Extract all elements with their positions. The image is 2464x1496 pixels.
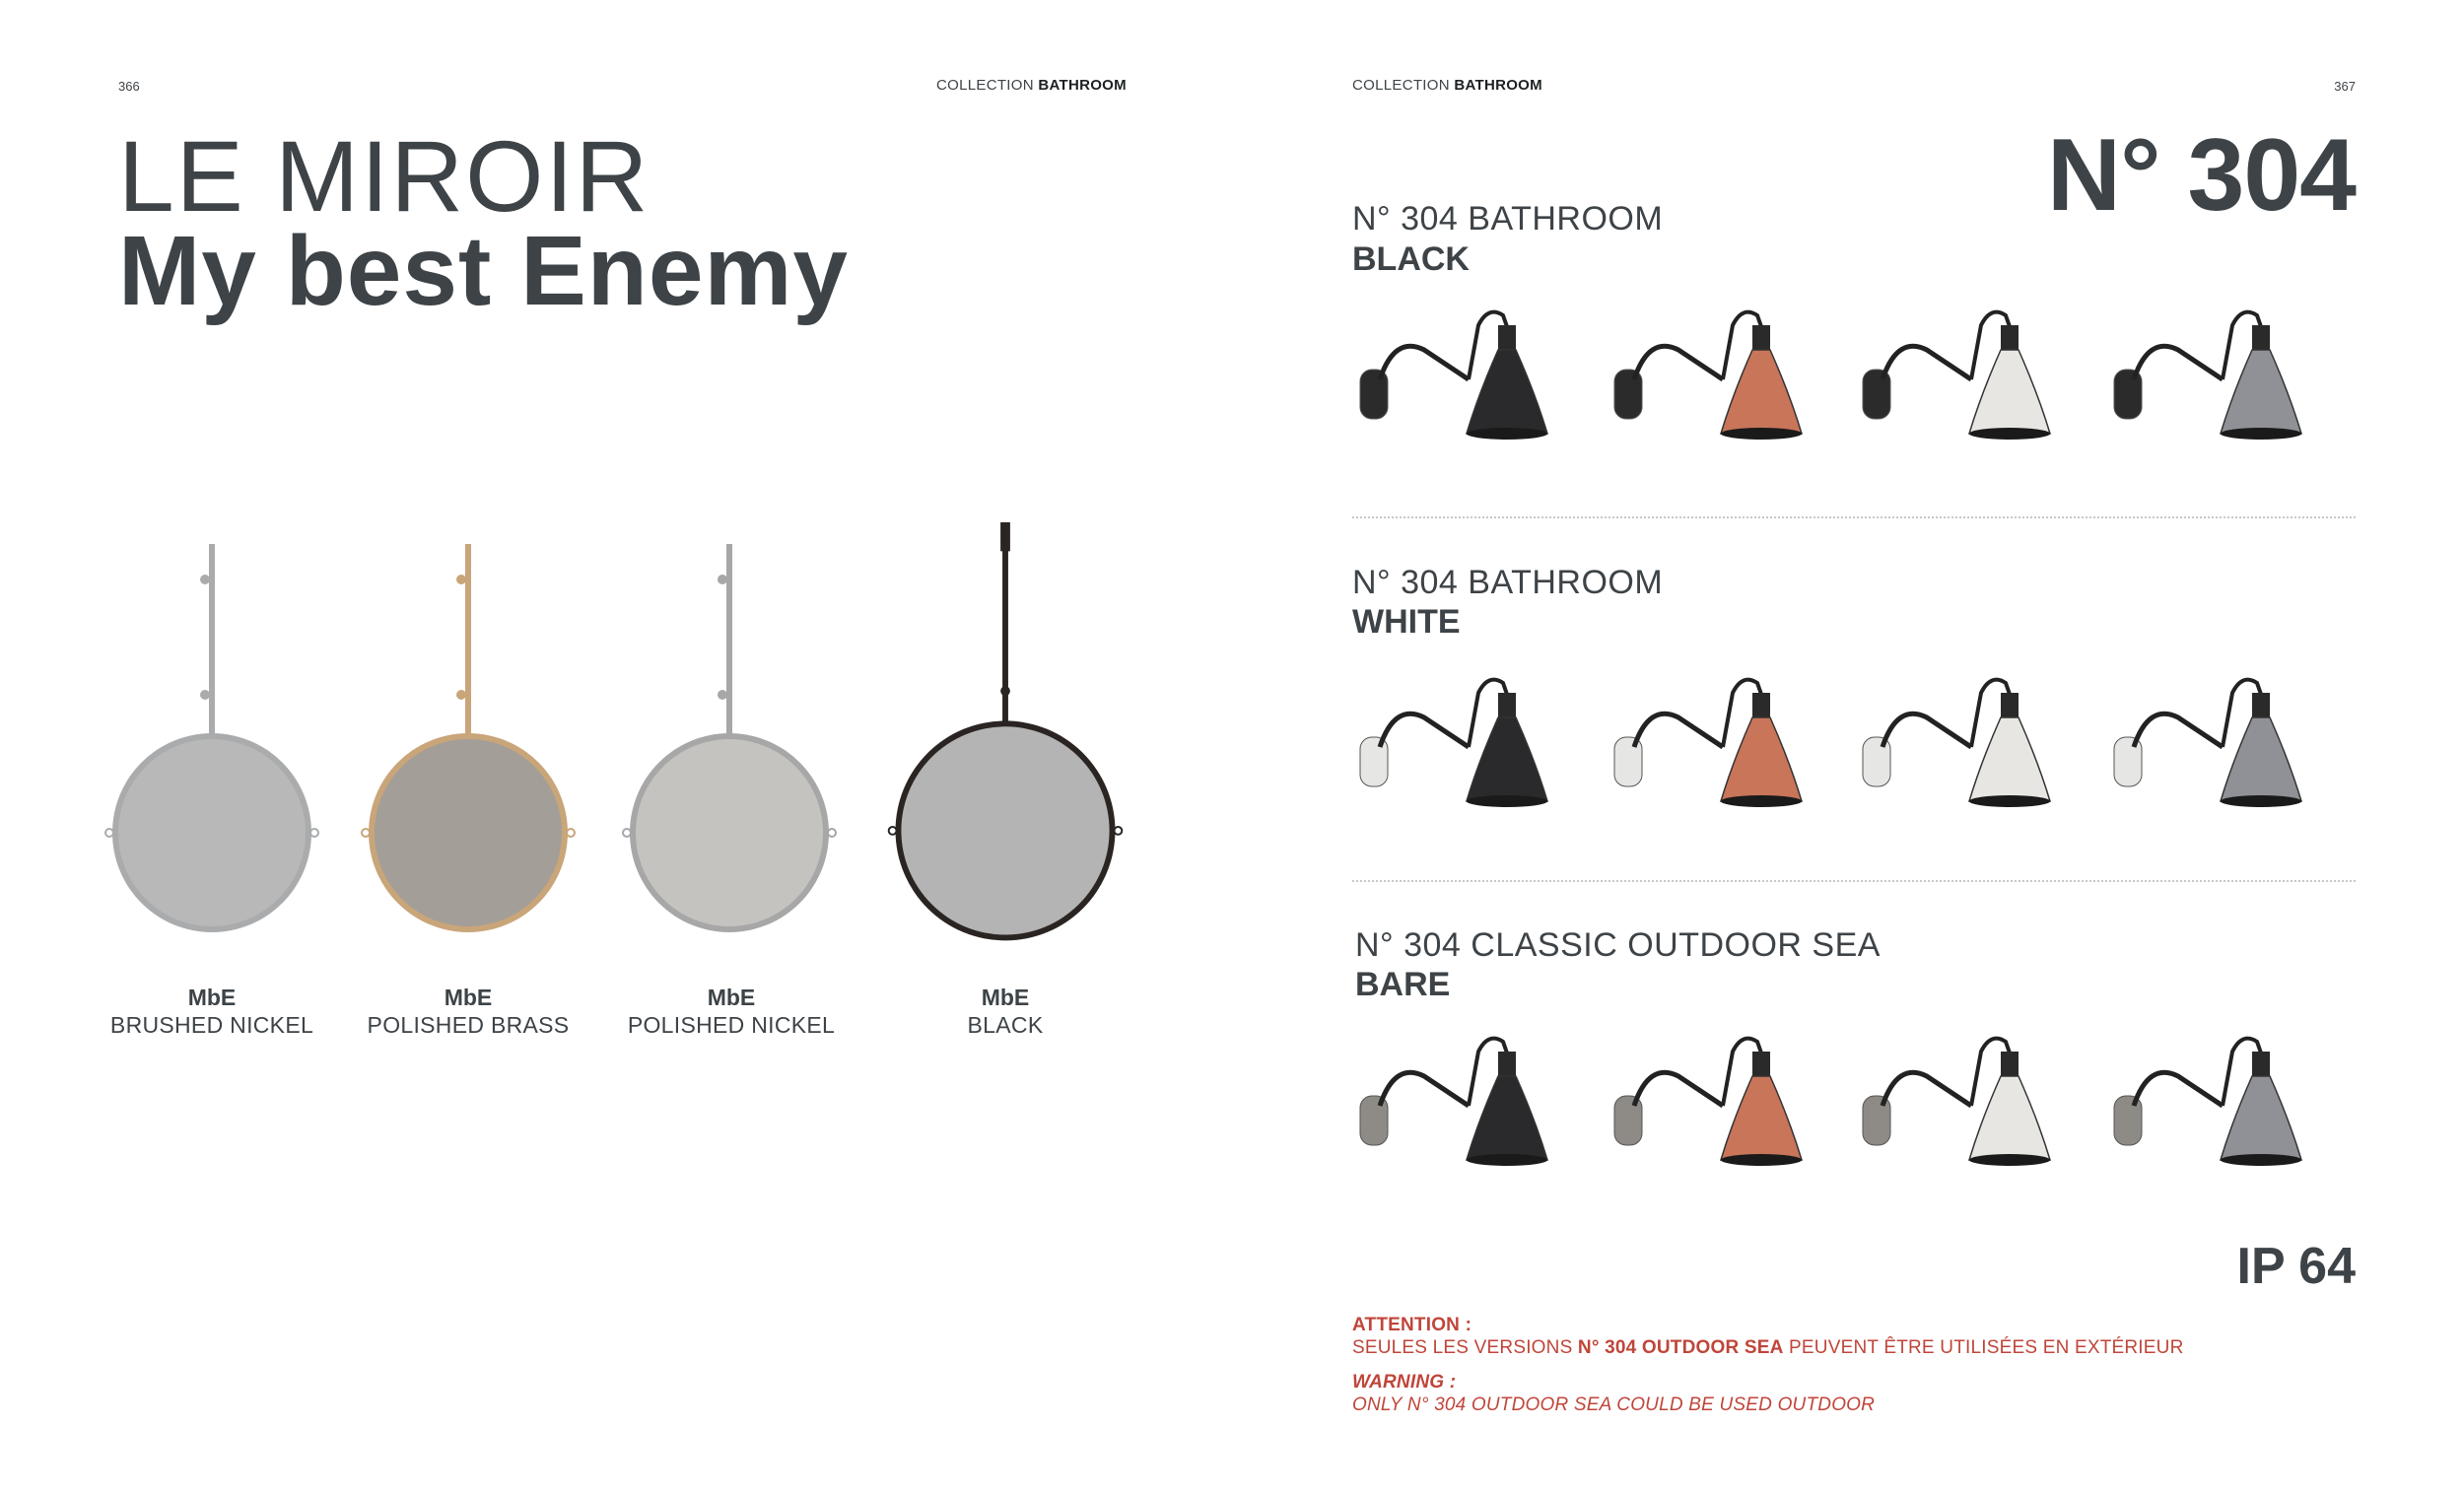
page-number-left: 366 bbox=[118, 79, 140, 94]
attention-pre: SEULES LES VERSIONS bbox=[1352, 1337, 1578, 1358]
mirror-caption bbox=[603, 984, 859, 1039]
lamp-image bbox=[1340, 663, 1557, 821]
lamp-image bbox=[1340, 296, 1557, 453]
lamp-image bbox=[1595, 296, 1812, 453]
mirror-image bbox=[94, 532, 330, 966]
mirror-brand: MbE bbox=[981, 985, 1030, 1010]
lamp-image bbox=[1595, 1022, 1812, 1180]
mirror-finish: POLISHED NICKEL bbox=[627, 1012, 836, 1038]
mirror-finish: POLISHED BRASS bbox=[367, 1012, 570, 1038]
mirror-finish: BLACK bbox=[967, 1012, 1044, 1038]
warning-label: WARNING : bbox=[1352, 1372, 1457, 1393]
mirror-image bbox=[350, 532, 586, 966]
lamp-image bbox=[1340, 1022, 1557, 1180]
lamp-image bbox=[2094, 296, 2311, 453]
warning-text: ONLY N° 304 OUTDOOR SEA COULD BE USED OUTDOOR bbox=[1352, 1394, 1876, 1415]
attention-emphasis: N° 304 OUTDOOR SEA bbox=[1577, 1337, 1784, 1358]
mirror-brand: MbE bbox=[444, 985, 493, 1010]
section-divider bbox=[1352, 516, 2356, 518]
lamp-image bbox=[2094, 1022, 2311, 1180]
model-number: N° 304 bbox=[2046, 118, 2356, 233]
mirror-brand: MbE bbox=[187, 985, 237, 1010]
lamp-image bbox=[1843, 296, 2060, 453]
collection-prefix: COLLECTION bbox=[1352, 77, 1450, 94]
ip-rating: IP 64 bbox=[2236, 1238, 2356, 1295]
section-divider bbox=[1352, 880, 2356, 882]
attention-post: PEUVENT ÊTRE UTILISÉES EN EXTÉRIEUR bbox=[1783, 1337, 2184, 1358]
attention-text bbox=[1352, 1336, 2184, 1359]
section-subtitle: BLACK bbox=[1352, 240, 1470, 278]
attention-label: ATTENTION : bbox=[1352, 1315, 1472, 1335]
mirror-caption bbox=[340, 984, 596, 1039]
section-title: N° 304 BATHROOM bbox=[1352, 564, 1664, 601]
section-subtitle: BARE bbox=[1355, 966, 1451, 1003]
mirror-brand: MbE bbox=[707, 985, 756, 1010]
section-title: N° 304 CLASSIC OUTDOOR SEA bbox=[1355, 926, 1881, 964]
lamp-image bbox=[1595, 663, 1812, 821]
lamp-image bbox=[1843, 1022, 2060, 1180]
lamp-image bbox=[2094, 663, 2311, 821]
mirror-image bbox=[887, 522, 1124, 956]
mirror-finish: BRUSHED NICKEL bbox=[109, 1012, 314, 1038]
mirror-image bbox=[611, 532, 848, 966]
section-subtitle: WHITE bbox=[1352, 603, 1461, 641]
section-title: N° 304 BATHROOM bbox=[1352, 200, 1664, 238]
page-title: LE MIROIR bbox=[118, 120, 650, 233]
mirror-caption bbox=[84, 984, 340, 1039]
collection-prefix: COLLECTION bbox=[936, 77, 1034, 94]
lamp-image bbox=[1843, 663, 2060, 821]
page-subtitle: My best Enemy bbox=[118, 216, 850, 326]
collection-name: BATHROOM bbox=[1454, 77, 1542, 94]
collection-name: BATHROOM bbox=[1038, 77, 1127, 94]
page-number-right: 367 bbox=[2334, 79, 2356, 94]
mirror-caption bbox=[877, 984, 1133, 1039]
collection-header-left bbox=[936, 77, 1127, 94]
collection-header-right bbox=[1352, 77, 1542, 94]
